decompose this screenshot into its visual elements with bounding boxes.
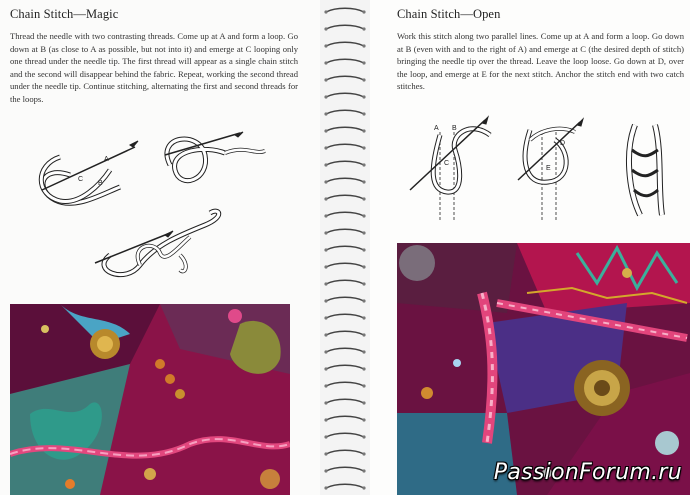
right-page: [370, 0, 690, 495]
spiral-ring: [326, 484, 364, 488]
spiral-hole: [324, 401, 327, 404]
label-d: D: [560, 140, 566, 147]
spiral-hole: [324, 214, 327, 217]
spiral-hole: [362, 299, 365, 302]
open-chain-stitch-diagram: [400, 110, 685, 235]
spiral-ring: [326, 450, 364, 454]
spiral-ring: [326, 399, 364, 403]
spiral-hole: [362, 163, 365, 166]
spiral-hole: [324, 197, 327, 200]
spiral-ring: [326, 348, 364, 352]
spiral-hole: [324, 469, 327, 472]
spiral-hole: [324, 418, 327, 421]
spiral-ring: [326, 59, 364, 63]
spiral-hole: [362, 129, 365, 132]
spiral-ring: [326, 110, 364, 114]
spiral-ring: [326, 25, 364, 29]
spiral-hole: [362, 452, 365, 455]
right-page-instructions: Work this stitch along two parallel lines. Come up at A and form a loop. Go down at B (even with and to the right of A) and emerge at C (the desired depth of stitch) bringing the needle tip over the thread. Leave the loop loose. Go down at D, over the loop, and emerge at E for the next stitch. Anchor the stitch end with two catch stitches.: [397, 31, 684, 91]
spiral-hole: [362, 401, 365, 404]
spiral-hole: [362, 265, 365, 268]
label-b: B: [452, 125, 457, 132]
spiral-hole: [324, 435, 327, 438]
label-b: B: [98, 180, 103, 187]
left-page-title: Chain Stitch—Magic: [10, 7, 119, 21]
spiral-hole: [324, 95, 327, 98]
spiral-hole: [362, 350, 365, 353]
spiral-hole: [324, 367, 327, 370]
spiral-hole: [362, 282, 365, 285]
spiral-ring: [326, 212, 364, 216]
left-page: [0, 0, 320, 495]
spiral-ring: [326, 297, 364, 301]
spiral-ring: [326, 280, 364, 284]
spiral-hole: [324, 350, 327, 353]
label-c: C: [78, 176, 84, 183]
spiral-ring: [326, 8, 364, 12]
spiral-ring: [326, 76, 364, 80]
spiral-hole: [362, 27, 365, 30]
spiral-hole: [324, 163, 327, 166]
spiral-ring: [326, 263, 364, 267]
spiral-ring: [326, 246, 364, 250]
spiral-binding: [320, 0, 370, 495]
spiral-hole: [362, 231, 365, 234]
spiral-hole: [324, 248, 327, 251]
spiral-hole: [362, 95, 365, 98]
spiral-hole: [362, 146, 365, 149]
spiral-hole: [324, 78, 327, 81]
spiral-hole: [362, 78, 365, 81]
site-watermark: PassionForum.ru: [493, 460, 682, 485]
spiral-hole: [362, 180, 365, 183]
spiral-hole: [362, 486, 365, 489]
magic-chain-stitch-photo: [10, 304, 290, 495]
spiral-ring: [326, 229, 364, 233]
spiral-hole: [324, 10, 327, 13]
spiral-ring: [326, 365, 364, 369]
spiral-hole: [324, 61, 327, 64]
spiral-ring: [326, 127, 364, 131]
spiral-hole: [362, 61, 365, 64]
spiral-ring: [326, 93, 364, 97]
spiral-hole: [324, 146, 327, 149]
label-e: E: [546, 165, 551, 172]
spiral-hole: [362, 316, 365, 319]
spiral-hole: [324, 265, 327, 268]
spiral-hole: [362, 10, 365, 13]
spiral-ring: [326, 416, 364, 420]
spiral-ring: [326, 433, 364, 437]
spiral-hole: [362, 384, 365, 387]
open-chain-stitch-photo: [397, 243, 690, 495]
label-c: C: [444, 160, 450, 167]
magic-chain-stitch-diagram: [30, 125, 310, 295]
label-a: A: [434, 125, 439, 132]
spiral-ring: [326, 178, 364, 182]
spiral-hole: [362, 248, 365, 251]
spiral-hole: [324, 486, 327, 489]
spiral-ring: [326, 331, 364, 335]
spiral-hole: [324, 299, 327, 302]
spiral-hole: [324, 384, 327, 387]
spiral-hole: [324, 112, 327, 115]
spiral-ring: [326, 144, 364, 148]
spiral-hole: [362, 214, 365, 217]
right-page-title: Chain Stitch—Open: [397, 7, 501, 21]
spiral-hole: [324, 282, 327, 285]
spiral-hole: [324, 180, 327, 183]
spiral-hole: [362, 112, 365, 115]
spiral-hole: [362, 469, 365, 472]
spiral-ring: [326, 467, 364, 471]
left-page-instructions: Thread the needle with two contrasting threads. Come up at A and form a loop. Go down at B (as close to A as possible, but not into it) and emerge at C looping only one thread under the needle tip. The first thread will appear as a single chain stitch and the second will disappear behind the fabric. Repeat, working the second thread under the needle tip. Continue stitching, alternating the first and second threads for the loops.: [10, 31, 298, 104]
spiral-hole: [324, 27, 327, 30]
spiral-hole: [324, 231, 327, 234]
spiral-hole: [324, 44, 327, 47]
spiral-hole: [324, 129, 327, 132]
spiral-hole: [324, 316, 327, 319]
spiral-ring: [326, 42, 364, 46]
spiral-hole: [362, 333, 365, 336]
spiral-hole: [362, 367, 365, 370]
spiral-ring: [326, 161, 364, 165]
spiral-ring: [326, 382, 364, 386]
spiral-hole: [324, 333, 327, 336]
spiral-hole: [362, 197, 365, 200]
spiral-hole: [362, 44, 365, 47]
spiral-ring: [326, 314, 364, 318]
label-a: A: [104, 156, 109, 163]
spiral-hole: [362, 435, 365, 438]
spiral-hole: [362, 418, 365, 421]
spiral-ring: [326, 195, 364, 199]
spiral-hole: [324, 452, 327, 455]
